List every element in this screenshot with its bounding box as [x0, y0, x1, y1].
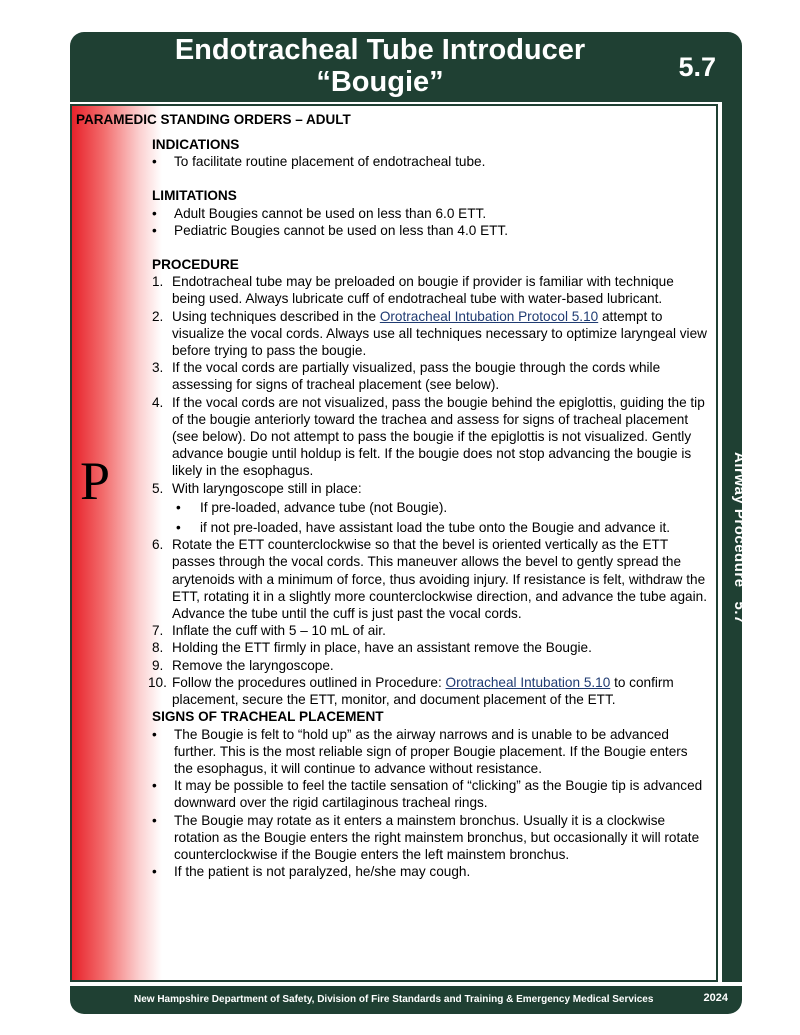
sign-item: It may be possible to feel the tactile sensation of “clicking” as the Bougie tip is advanced downward over the rigid cartilaginous tracheal rings.	[174, 778, 703, 811]
step-number: 9.	[152, 657, 164, 673]
side-label: Airway Procedure 5.7	[731, 452, 748, 624]
list-item	[152, 153, 708, 170]
list-item	[152, 205, 708, 222]
list-item	[152, 812, 708, 864]
step-text: If the vocal cords are not visualized, pass the bougie behind the epiglottis, guiding the tip of the bougie anteriorly toward the trachea and assess for signs of tracheal placement (see below). Do not attempt to pass the bougie if the epiglottis is not visualized. Gently advance bougie until holdup is felt. If the bougie does not stop advancing the bougie is likely in the esophagus.	[172, 394, 705, 479]
procedure-step	[152, 273, 708, 307]
title-line-2: “Bougie”	[316, 66, 444, 98]
step-number: 1.	[152, 274, 164, 290]
provider-level-gradient	[72, 106, 162, 980]
step-text: Remove the laryngoscope.	[172, 657, 334, 673]
procedure-step	[152, 480, 708, 497]
list-item	[152, 519, 708, 536]
signs-title: SIGNS OF TRACHEAL PLACEMENT	[152, 709, 384, 725]
list-item	[152, 777, 708, 811]
list-item	[152, 222, 708, 239]
procedure-step	[152, 308, 708, 360]
procedure-step	[148, 674, 708, 708]
bullet-icon: •	[152, 205, 157, 221]
limitations-title: LIMITATIONS	[152, 188, 237, 204]
page-title	[70, 34, 690, 98]
step-text: With laryngoscope still in place:	[172, 480, 362, 496]
bullet-icon: •	[152, 726, 157, 742]
procedure-step	[152, 622, 708, 639]
limitation-item: Adult Bougies cannot be used on less than 6.0 ETT.	[174, 205, 487, 221]
step-number: 6.	[152, 537, 164, 553]
step-text: Rotate the ETT counterclockwise so that the bevel is oriented vertically as the ETT passes through the vocal cords. This maneuver allows the bevel to gently spread the arytenoids with a minimum of force, thus avoiding injury. If resistance is felt, withdraw the ETT, rotating it in a slightly more counterclockwise direction, and advance the tube again. Advance the tube until the cuff is just past the vocal cords.	[172, 537, 707, 622]
header-banner	[70, 32, 742, 102]
footer-organization: New Hampshire Department of Safety, Division of Fire Standards and Training & Emergency Medical Services	[134, 994, 654, 1005]
list-item	[152, 499, 708, 516]
step-text: Inflate the cuff with 5 – 10 mL of air.	[172, 623, 386, 639]
procedure-step	[152, 394, 708, 480]
footer-banner	[70, 986, 742, 1014]
step-number: 3.	[152, 360, 164, 376]
step-number: 7.	[152, 623, 164, 639]
sign-item: The Bougie may rotate as it enters a mainstem bronchus. Usually it is a clockwise rotation as the Bougie enters the right mainstem bronchus, but occasionally it will rotate counterclockwise if the Bougie enters the left mainstem bronchus.	[174, 812, 700, 862]
provider-level-letter: P	[80, 451, 111, 511]
title-line-1: Endotracheal Tube Introducer	[174, 34, 586, 66]
document-body	[148, 136, 708, 880]
sign-item: If the patient is not paralyzed, he/she may cough.	[174, 864, 471, 880]
sign-item: The Bougie is felt to “hold up” as the airway narrows and is unable to be advanced further. This is the most reliable sign of proper Bougie placement. If the Bougie enters the esophagus, it will continue to advance without resistance.	[174, 726, 688, 776]
step-number: 5.	[152, 480, 164, 496]
bullet-icon: •	[176, 520, 181, 536]
procedure-step	[152, 657, 708, 674]
limitation-item: Pediatric Bougies cannot be used on less than 4.0 ETT.	[174, 222, 509, 238]
sub-item: If pre-loaded, advance tube (not Bougie).	[200, 499, 448, 515]
step-text: Follow the procedures outlined in Procedure: Orotracheal Intubation 5.10 to confirm placement, secure the ETT, monitor, and document placement of the ETT.	[172, 674, 674, 708]
step-text: If the vocal cords are partially visualized, pass the bougie through the cords while assessing for signs of tracheal placement (see below).	[172, 360, 661, 393]
indications-title: INDICATIONS	[152, 137, 240, 152]
indication-item: To facilitate routine placement of endotracheal tube.	[174, 154, 486, 170]
bullet-icon: •	[152, 812, 157, 828]
step-text: Using techniques described in the Orotracheal Intubation Protocol 5.10 attempt to visualize the vocal cords. Always use all techniques necessary to optimize laryngeal view before trying to pass the bougie.	[172, 308, 707, 359]
orotracheal-protocol-link[interactable]: Orotracheal Intubation Protocol 5.10	[379, 308, 599, 324]
step-number: 10.	[148, 674, 167, 690]
sub-item: if not pre-loaded, have assistant load the tube onto the Bougie and advance it.	[200, 520, 671, 536]
footer-year: 2024	[703, 992, 728, 1004]
procedure-step	[152, 536, 708, 622]
step-text: Holding the ETT firmly in place, have an assistant remove the Bougie.	[172, 640, 592, 656]
step-text: Endotracheal tube may be preloaded on bougie if provider is familiar with technique being used. Always lubricate cuff of endotracheal tube with water-based lubricant.	[172, 274, 674, 307]
list-item	[152, 863, 708, 880]
orotracheal-intubation-link[interactable]: Orotracheal Intubation 5.10	[445, 674, 611, 690]
step-number: 8.	[152, 640, 164, 656]
procedure-step	[152, 639, 708, 656]
step-number: 4.	[152, 394, 164, 410]
step-number: 2.	[152, 308, 164, 324]
bullet-icon: •	[152, 154, 157, 170]
procedure-step	[152, 359, 708, 393]
bullet-icon: •	[176, 499, 181, 515]
bullet-icon: •	[152, 864, 157, 880]
list-item	[152, 726, 708, 778]
procedure-number: 5.7	[678, 52, 716, 82]
bullet-icon: •	[152, 222, 157, 238]
bullet-icon: •	[152, 778, 157, 794]
procedure-title: PROCEDURE	[152, 257, 239, 273]
standing-orders-heading: PARAMEDIC STANDING ORDERS – ADULT	[76, 112, 351, 127]
